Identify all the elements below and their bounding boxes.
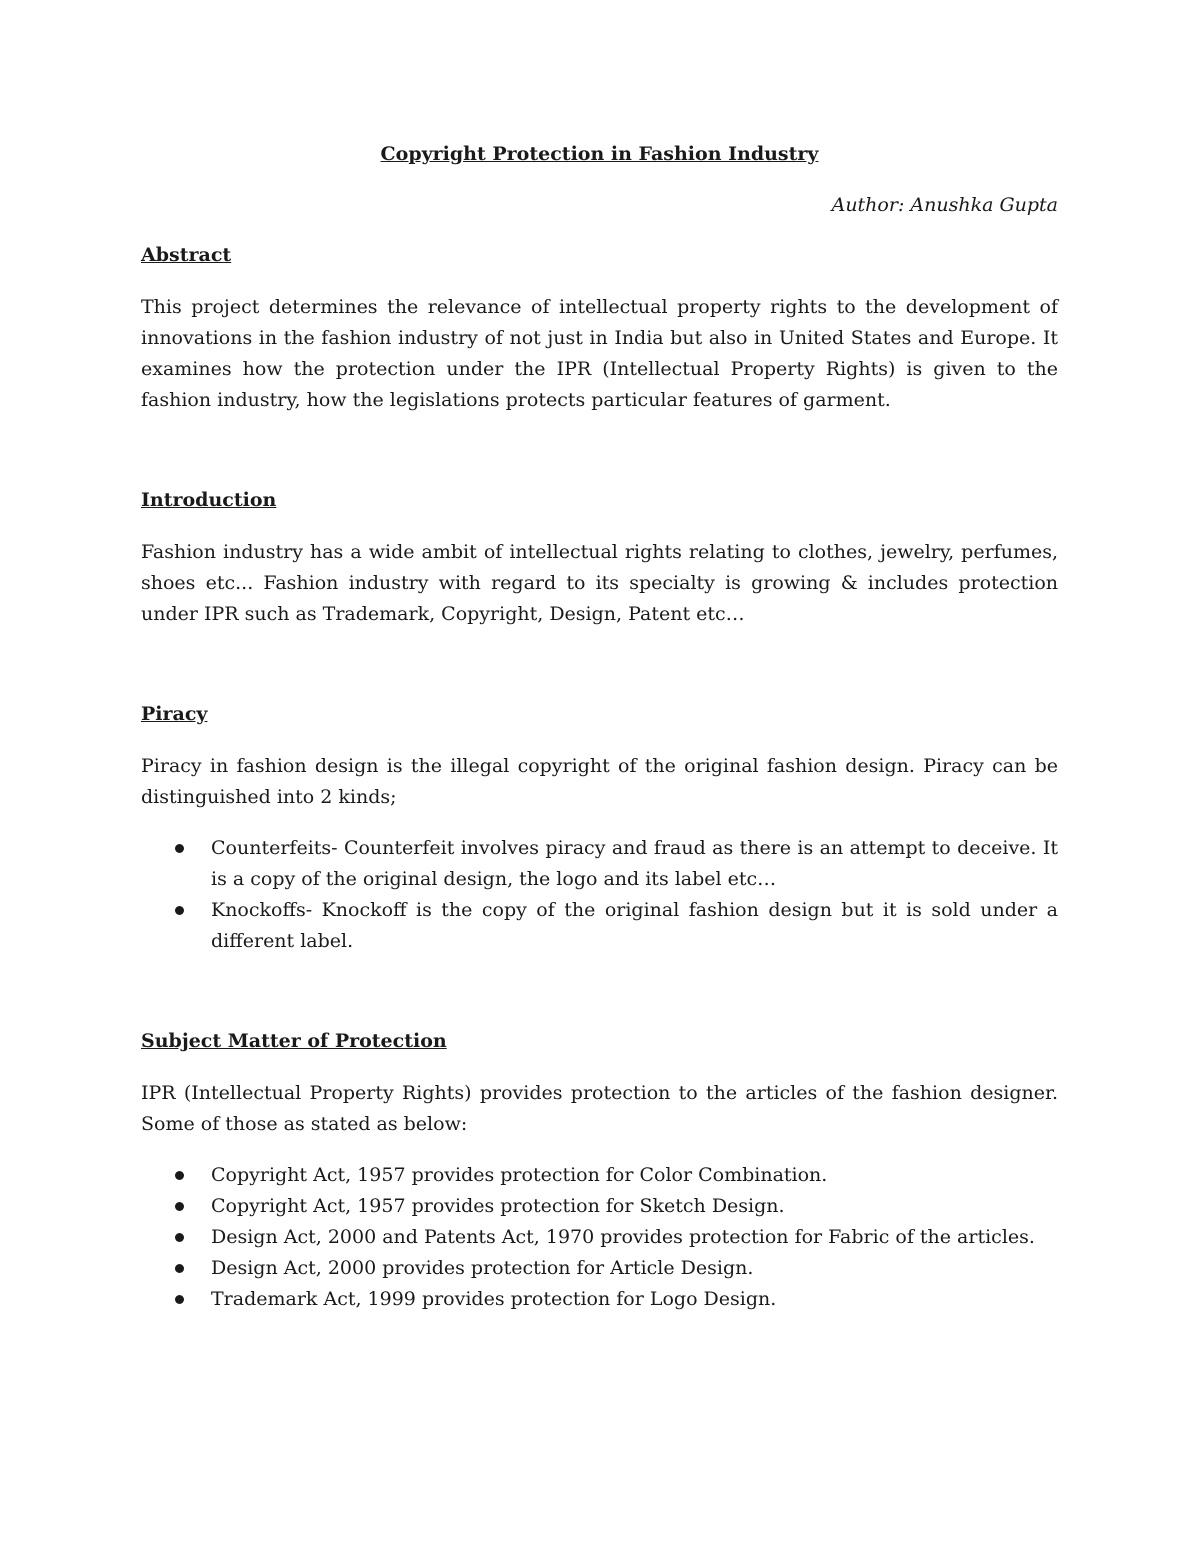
list-item [141, 1284, 1058, 1315]
piracy-heading: Piracy [141, 703, 208, 725]
bullet-icon [175, 1295, 184, 1304]
subject-matter-heading: Subject Matter of Protection [141, 1030, 447, 1052]
abstract-paragraph: This project determines the relevance of intellectual property rights to the development of innovations in the fashion industry of not just in India but also in United States and Europe. It examines how the protection under the IPR (Intellectual Property Rights) is given to the fashion industry, how the legislations protects particular features of garment. [141, 296, 1058, 411]
list-item-text: Counterfeits- Counterfeit involves piracy and fraud as there is an attempt to deceive. It is a copy of the original design, the logo and its label etc… [211, 837, 1058, 890]
list-item [141, 833, 1058, 895]
list-item-text: Design Act, 2000 provides protection for Article Design. [211, 1257, 754, 1279]
introduction-paragraph: Fashion industry has a wide ambit of intellectual rights relating to clothes, jewelry, perfumes, shoes etc... Fashion industry with regard to its specialty is growing & includes protection under IPR such as Trademark, Copyright, Design, Patent etc… [141, 541, 1058, 625]
introduction-heading: Introduction [141, 489, 277, 511]
bullet-icon [175, 1264, 184, 1273]
list-item [141, 895, 1058, 957]
document-title: Copyright Protection in Fashion Industry [380, 143, 819, 165]
piracy-paragraph: Piracy in fashion design is the illegal copyright of the original fashion design. Piracy can be distinguished into 2 kinds; [141, 755, 1058, 808]
list-item-text: Copyright Act, 1957 provides protection for Color Combination. [211, 1164, 828, 1186]
list-item [141, 1160, 1058, 1191]
abstract-heading: Abstract [141, 244, 232, 266]
bullet-icon [175, 844, 184, 853]
list-item [141, 1191, 1058, 1222]
bullet-icon [175, 906, 184, 915]
bullet-icon [175, 1233, 184, 1242]
list-item [141, 1222, 1058, 1253]
list-item-text: Knockoffs- Knockoff is the copy of the original fashion design but it is sold under a different label. [211, 899, 1058, 952]
bullet-icon [175, 1171, 184, 1180]
bullet-icon [175, 1202, 184, 1211]
list-item-text: Trademark Act, 1999 provides protection for Logo Design. [211, 1288, 777, 1310]
list-item-text: Design Act, 2000 and Patents Act, 1970 provides protection for Fabric of the articles. [211, 1226, 1035, 1248]
subject-matter-list [141, 1160, 1058, 1315]
piracy-list [141, 833, 1058, 957]
author-line: Author: Anushka Gupta [831, 194, 1058, 216]
subject-matter-paragraph: IPR (Intellectual Property Rights) provides protection to the articles of the fashion designer. Some of those as stated as below: [141, 1082, 1058, 1135]
list-item [141, 1253, 1058, 1284]
list-item-text: Copyright Act, 1957 provides protection for Sketch Design. [211, 1195, 785, 1217]
